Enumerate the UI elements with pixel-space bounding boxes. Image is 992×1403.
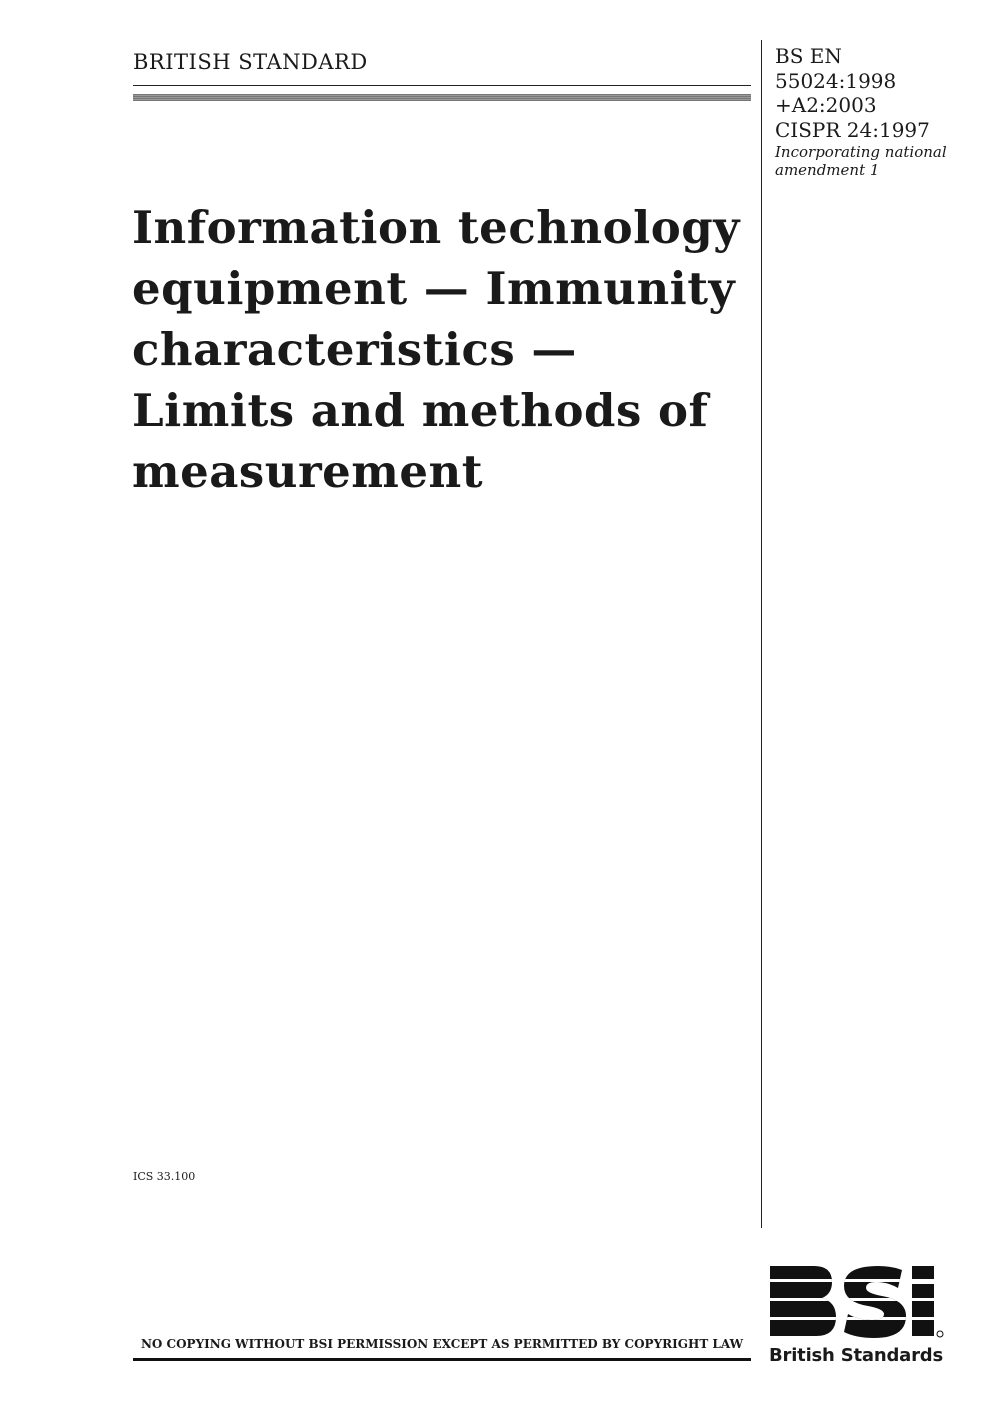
standard-identifiers xyxy=(775,44,985,179)
header-label: BRITISH STANDARD xyxy=(133,50,368,74)
side-divider xyxy=(761,40,762,1228)
standard-code: BS EN xyxy=(775,44,842,68)
ics-code: ICS 33.100 xyxy=(133,1170,196,1183)
header-rule-thick xyxy=(133,94,751,101)
amendment-note-line: amendment 1 xyxy=(775,161,880,179)
header-rule-thin xyxy=(133,85,751,86)
title-line: characteristics — xyxy=(132,323,577,376)
copyright-notice: NO COPYING WITHOUT BSI PERMISSION EXCEPT AS PERMITTED BY COPYRIGHT LAW xyxy=(140,1337,744,1351)
amendment-note-line: Incorporating national xyxy=(775,143,947,161)
document-title xyxy=(132,197,752,502)
amendment-note xyxy=(775,143,985,179)
title-line: equipment — Immunity xyxy=(132,262,736,315)
title-line: measurement xyxy=(132,445,484,498)
title-line: Information technology xyxy=(132,201,740,254)
standard-code: +A2:2003 xyxy=(775,93,877,117)
footer-rule xyxy=(133,1358,751,1361)
logo-caption: British Standards xyxy=(769,1345,943,1366)
title-line: Limits and methods of xyxy=(132,384,709,437)
standard-code: CISPR 24:1997 xyxy=(775,117,930,142)
standard-code: 55024:1998 xyxy=(775,68,897,93)
